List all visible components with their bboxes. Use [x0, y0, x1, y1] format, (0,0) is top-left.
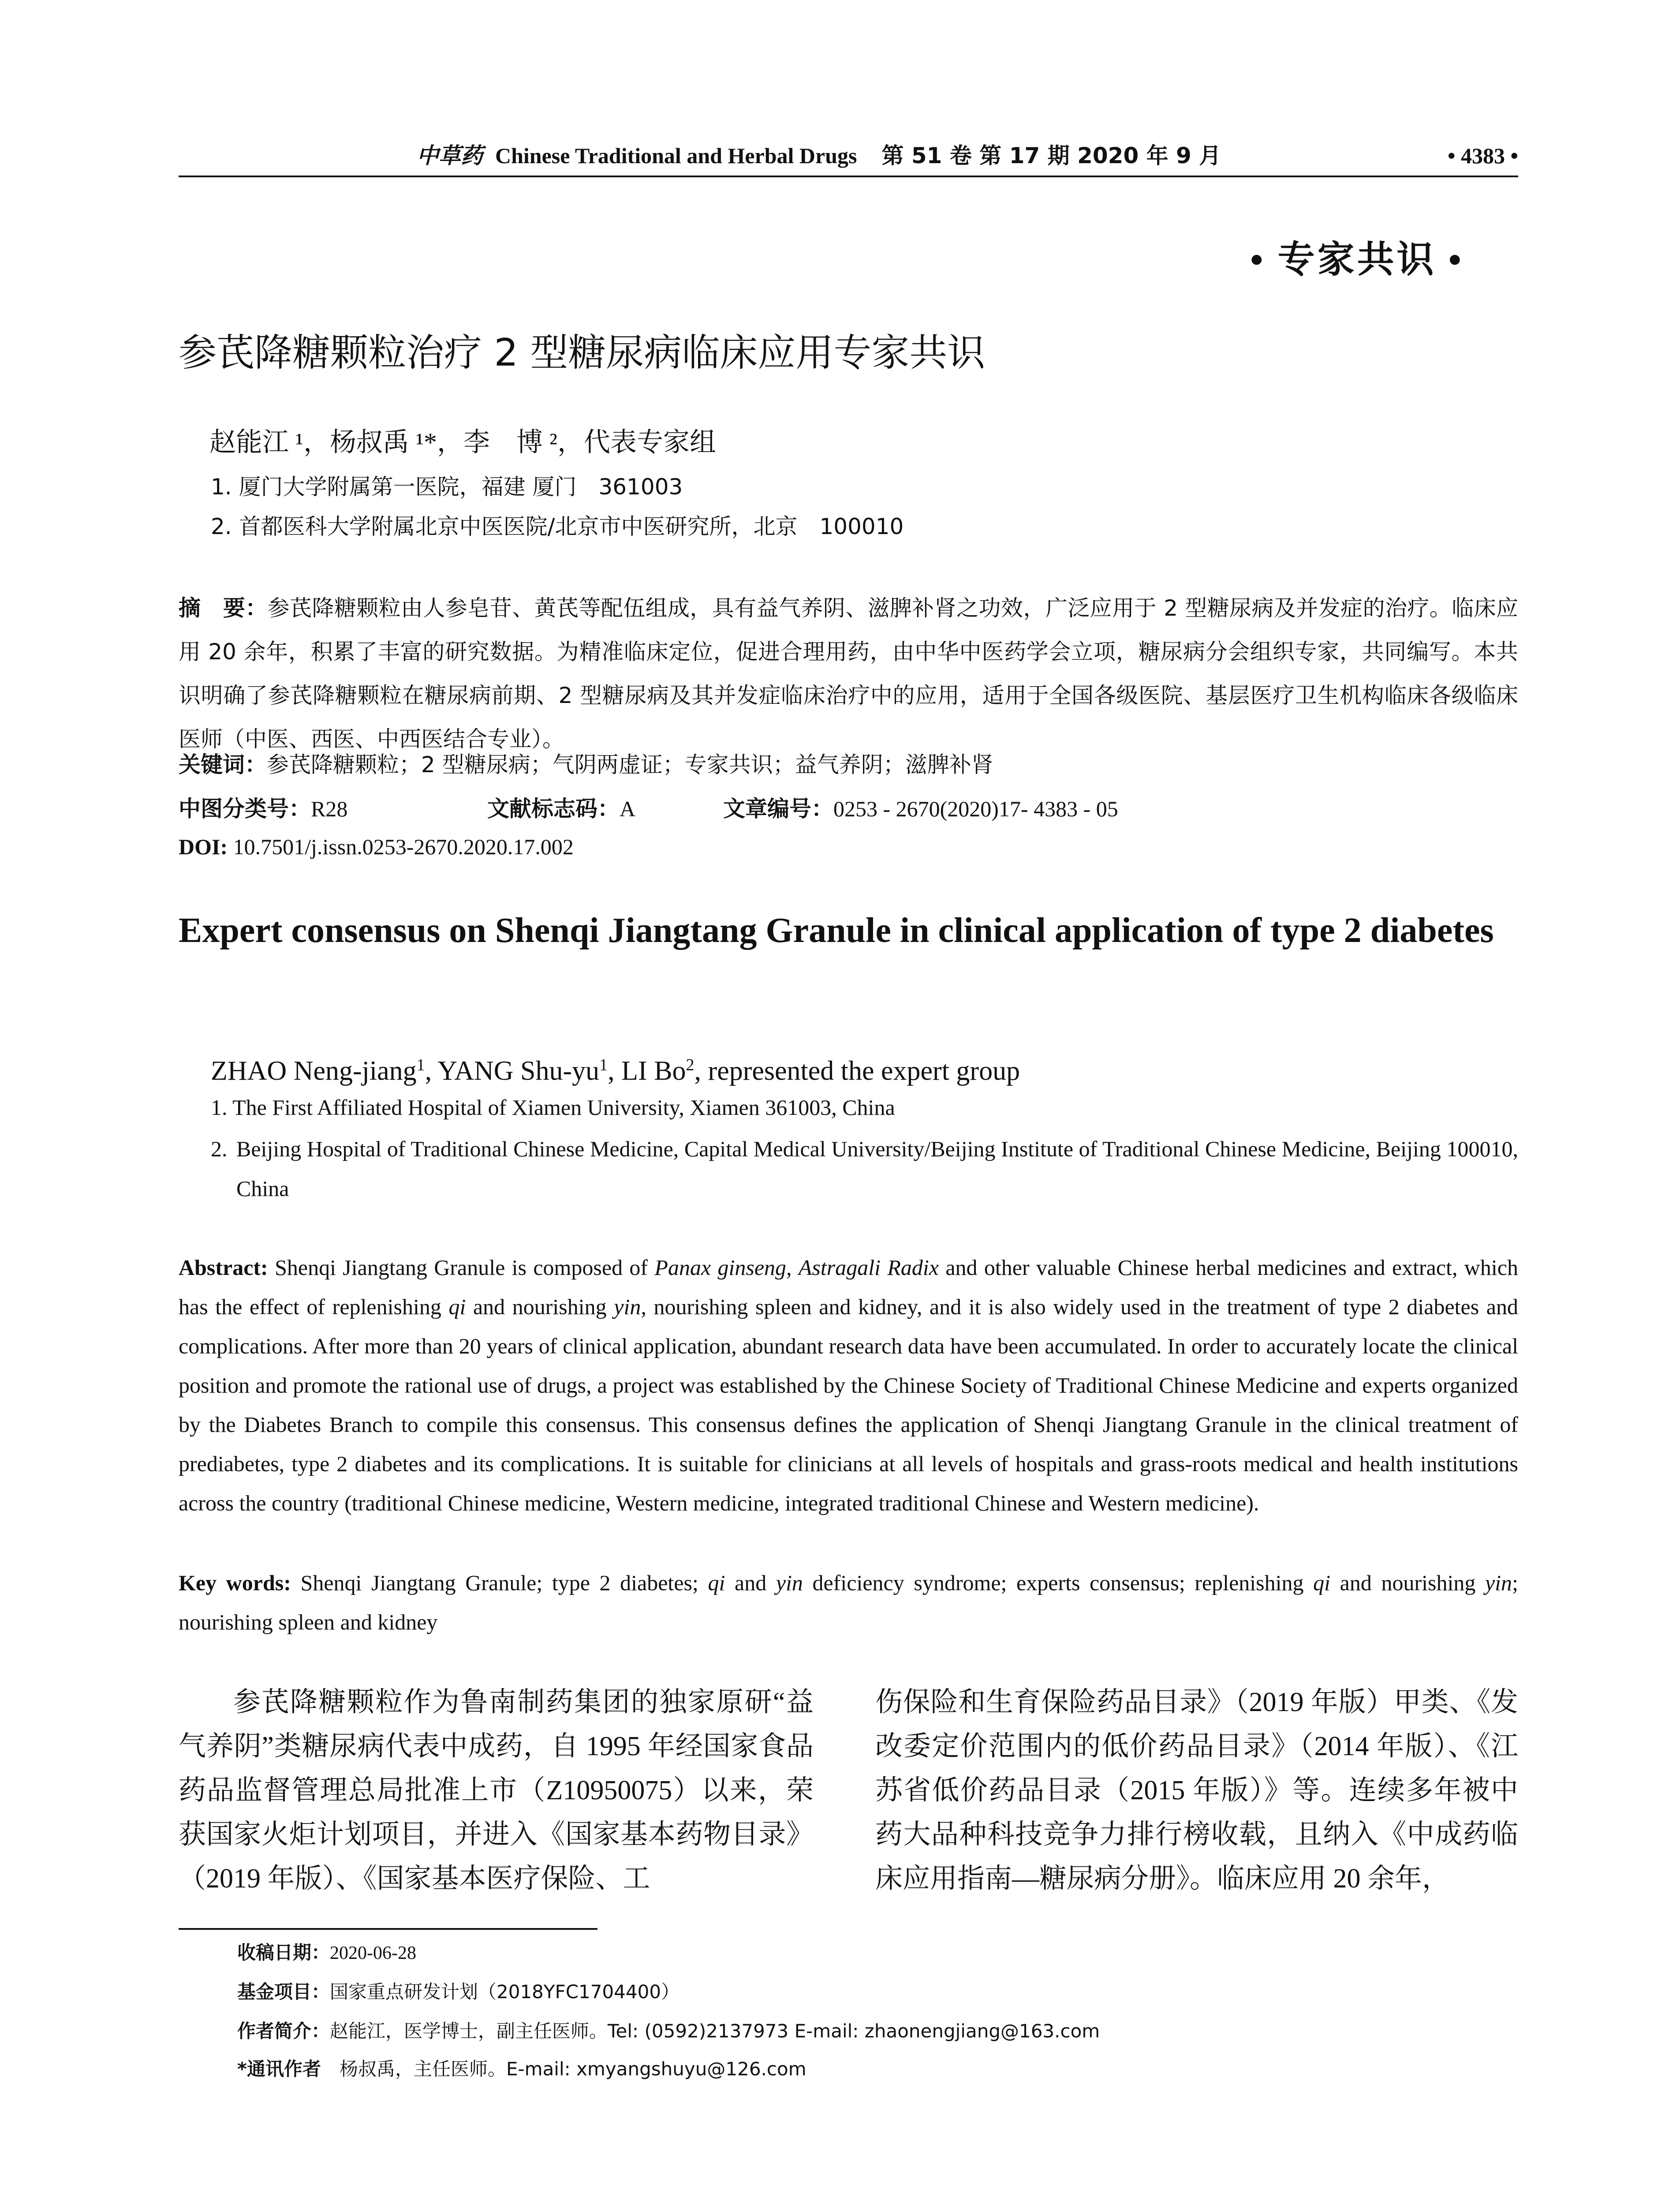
chinese-keywords-text: 参芪降糖颗粒；2 型糖尿病；气阴两虚证；专家共识；益气养阴；滋脾补肾: [267, 752, 993, 777]
author-name: ZHAO Neng-jiang: [211, 1056, 417, 1086]
footnote-label: 作者简介：: [237, 2020, 330, 2042]
keywords-italic-term: yin: [776, 1570, 803, 1595]
footnote-received: [237, 1940, 416, 1966]
header-rule: [179, 176, 1518, 177]
chinese-abstract-text: 参芪降糖颗粒由人参皂苷、黄芪等配伍组成，具有益气养阴、滋脾补肾之功效，广泛应用于 2 型糖尿病及并发症的治疗。临床应用 20 余年，积累了丰富的研究数据。为精准临床定位，促进合理用药，由中华中医药学会立项，糖尿病分会组织专家，共同编写。本共识明确了参芪降糖颗粒在糖尿病前期、2 型糖尿病及其并发症临床治疗中的应用，适用于全国各级医院、基层医疗卫生机构临床各级临床医师（中医、西医、中西医结合专业）。: [179, 595, 1519, 752]
body-paragraph: 参芪降糖颗粒作为鲁南制药集团的独家原研“益气养阴”类糖尿病代表中成药，自 1995 年经国家食品药品监督管理总局批准上市（Z10950075）以来，荣获国家火炬计划项目，并进入《国家基本药物目录》（2019 年版）、《国家基本医疗保险、工: [179, 1687, 814, 1894]
english-keywords: [179, 1563, 1518, 1642]
footnote-label: 基金项目：: [237, 1981, 330, 2003]
abstract-italic-term: qi: [448, 1294, 466, 1319]
clc-cell: [179, 787, 487, 831]
abstract-text: and other valuable Chinese herbal medicines and extract, which has the effect of replenishing: [179, 1255, 1518, 1319]
section-label: • 专家共识 •: [1250, 239, 1464, 280]
abstract-text: and nourishing: [466, 1294, 614, 1319]
page-number: • 4383 •: [1447, 143, 1518, 168]
keywords-text: deficiency syndrome; experts consensus; replenishing: [803, 1570, 1314, 1595]
english-keywords-label: Key words:: [179, 1570, 291, 1595]
author-group: , represented the expert group: [694, 1056, 1020, 1086]
footnote-label: 收稿日期：: [237, 1942, 330, 1963]
chinese-abstract-label: 摘 要：: [179, 595, 268, 621]
doc-code-cell: [487, 787, 723, 831]
abstract-italic-term: yin: [614, 1294, 641, 1319]
english-title: Expert consensus on Shenqi Jiangtang Granule in clinical application of type 2 diabetes: [179, 911, 1494, 950]
abstract-text: , nourishing spleen and kidney, and it is also widely used in the treatment of type 2 diabetes and complications. After more than 20 years of clinical application, abundant research data have been accumulated. In order to accurately locate the clinical position and promote the rational use of drugs, a project was established by the Chinese Society of Traditional Chinese Medicine and experts organized by the Diabetes Branch to compile this consensus. This consensus defines the application of Shenqi Jiangtang Granule in the clinical treatment of prediabetes, type 2 diabetes and its complications. It is suitable for clinicians at all levels of hospitals and grass-roots medical and health institutions across the country (traditional Chinese medicine, Western medicine, integrated traditional Chinese and Western medicine).: [179, 1294, 1519, 1515]
keywords-text: and nourishing: [1330, 1570, 1485, 1595]
author-name: , LI Bo: [608, 1056, 686, 1086]
footnote-value: 杨叔禹，主任医师。E-mail: xmyangshuyu@126.com: [321, 2058, 806, 2080]
author-name: , YANG Shu-yu: [425, 1056, 600, 1086]
chinese-affiliation-1: 1. 厦门大学附属第一医院，福建 厦门 361003: [211, 474, 683, 500]
footnote-fund: [237, 1979, 679, 2005]
body-column-right: [875, 1680, 1518, 1901]
article-number-label: 文章编号：: [723, 796, 833, 822]
english-abstract: [179, 1248, 1518, 1523]
keywords-text: ; nourishing spleen and kidney: [179, 1570, 1518, 1634]
article-number-value: 0253 - 2670(2020)17- 4383 - 05: [833, 796, 1118, 821]
chinese-keywords-label: 关键词：: [179, 752, 267, 777]
classification-row: [179, 787, 1518, 831]
doi-value: 10.7501/j.issn.0253-2670.2020.17.002: [228, 834, 574, 859]
journal-chinese-name: 中草药: [417, 143, 483, 168]
clc-value: R28: [311, 796, 348, 821]
english-affiliation-2-number: 2.: [211, 1136, 228, 1161]
chinese-affiliation-2: 2. 首都医科大学附属北京中医医院/北京市中医研究所，北京 100010: [211, 514, 904, 539]
chinese-abstract: [179, 587, 1518, 761]
footnote-value: 国家重点研发计划（2018YFC1704400）: [330, 1981, 680, 2003]
doi-label: DOI:: [179, 834, 228, 859]
issue-info: 第 51 卷 第 17 期 2020 年 9 月: [881, 143, 1221, 168]
chinese-title: 参芪降糖颗粒治疗 2 型糖尿病临床应用专家共识: [179, 331, 986, 375]
english-authors: [211, 1045, 1020, 1091]
footnote-value: 赵能江，医学博士，副主任医师。Tel: (0592)2137973 E-mail: zhaonengjiang@163.com: [330, 2020, 1100, 2042]
author-affiliation-mark: 1: [416, 1056, 425, 1074]
abstract-text: Shenqi Jiangtang Granule is composed of: [268, 1255, 655, 1280]
footnote-label: *通讯作者: [237, 2058, 321, 2080]
keywords-italic-term: yin: [1485, 1570, 1512, 1595]
english-affiliation-2: [211, 1129, 1518, 1208]
body-paragraph: 伤保险和生育保险药品目录》（2019 年版）甲类、《发改委定价范围内的低价药品目录》（2014 年版）、《江苏省低价药品目录（2015 年版）》等。连续多年被中药大品种科技竞争力排行榜收载，且纳入《中成药临床应用指南—糖尿病分册》。临床应用 20 余年，: [875, 1687, 1518, 1894]
doi-line: [179, 829, 574, 864]
clc-label: 中图分类号：: [179, 796, 311, 822]
keywords-italic-term: qi: [1313, 1570, 1331, 1595]
keywords-italic-term: qi: [708, 1570, 725, 1595]
abstract-text: ,: [786, 1255, 799, 1280]
abstract-italic-term: Panax ginseng: [654, 1255, 787, 1280]
footnote-rule: [179, 1928, 597, 1930]
keywords-text: and: [725, 1570, 776, 1595]
keywords-text: Shenqi Jiangtang Granule; type 2 diabetes;: [291, 1570, 708, 1595]
abstract-italic-term: Astragali Radix: [798, 1255, 939, 1280]
body-column-left: [179, 1680, 814, 1901]
english-affiliation-1: 1. The First Affiliated Hospital of Xiamen University, Xiamen 361003, China: [211, 1095, 895, 1120]
chinese-authors: 赵能江 ¹，杨叔禹 ¹*，李 博 ²，代表专家组: [209, 428, 716, 457]
journal-english-name: Chinese Traditional and Herbal Drugs: [495, 143, 857, 168]
journal-line: [417, 140, 1221, 171]
running-header: [179, 140, 1518, 171]
footnote-value: 2020-06-28: [330, 1943, 416, 1963]
english-affiliation-2-text: Beijing Hospital of Traditional Chinese Medicine, Capital Medical University/Beijing Institute of Traditional Chinese Medicine, Beijing 100010, China: [236, 1136, 1518, 1201]
footnote-author: [237, 2018, 1100, 2044]
author-affiliation-mark: 2: [686, 1056, 694, 1074]
english-abstract-label: Abstract:: [179, 1255, 268, 1280]
author-affiliation-mark: 1: [599, 1056, 608, 1074]
doc-code-value: A: [620, 796, 636, 821]
doc-code-label: 文献标志码：: [487, 796, 620, 822]
chinese-keywords: [179, 743, 1518, 787]
article-number-cell: [723, 787, 1118, 831]
footnote-corresponding-author: [237, 2056, 806, 2082]
